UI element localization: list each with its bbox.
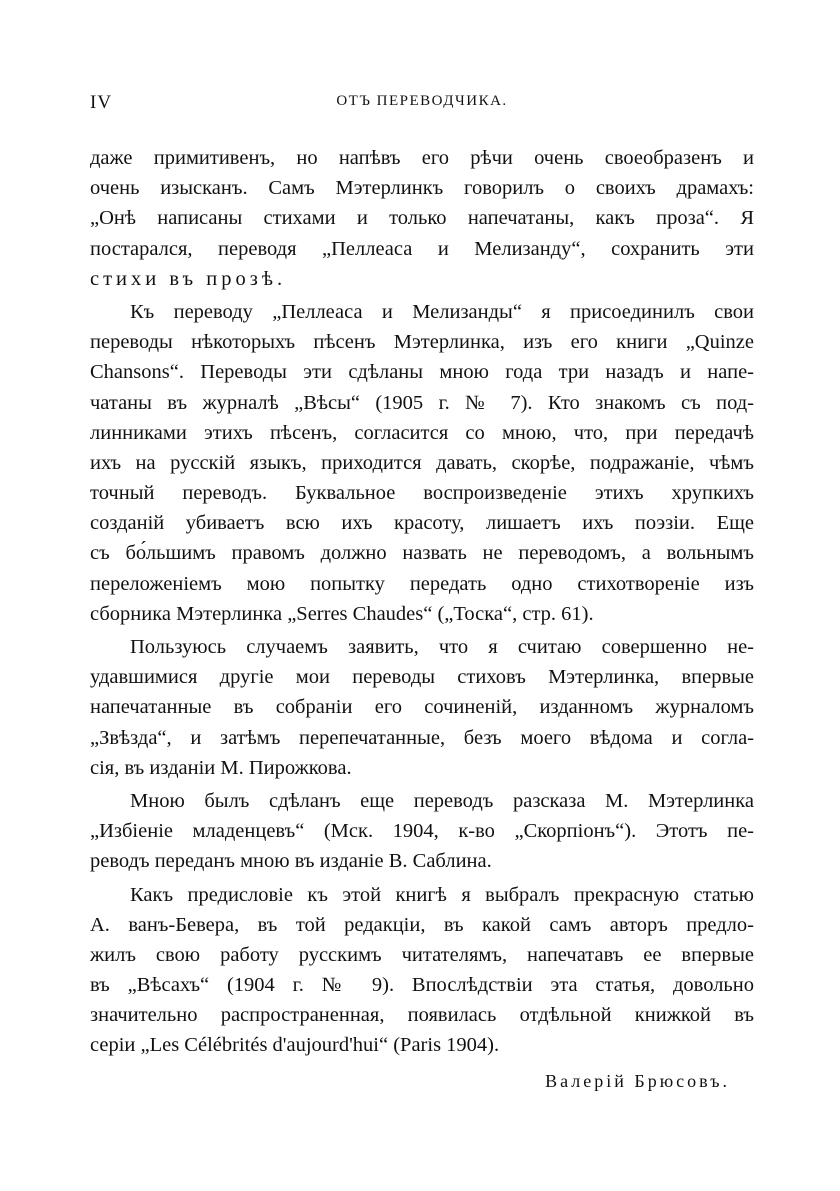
text-line: напечатанные въ собраніи его сочиненій, изданномъ журналомъ xyxy=(90,696,754,719)
text-line: сія, въ изданіи М. Пирожкова. xyxy=(90,756,352,779)
text-line: А. ванъ-Бевера, въ той редакціи, въ какой самъ авторъ предло- xyxy=(90,913,754,936)
page-number: IV xyxy=(90,92,113,113)
text-line: значительно распространенная, появилась отдѣльной книжкой въ xyxy=(90,1004,754,1027)
text-line: Пользуюсь случаемъ заявить, что я считаю совершенно не- xyxy=(130,636,754,658)
text-line: удавшимися другіе мои переводы стиховъ Мэтерлинка, впервые xyxy=(90,666,754,689)
text-line: Къ переводу „Пеллеаса и Мелизанды“ я присоединилъ свои xyxy=(130,300,754,323)
text-line: Chansons“. Переводы эти сдѣланы мною года три назадъ и напе- xyxy=(90,361,754,384)
text-line: ихъ на русскій языкъ, приходится давать, скорѣе, подражаніе, чѣмъ xyxy=(90,451,754,474)
text-line: реводъ переданъ мною въ изданіе В. Саблина. xyxy=(90,850,492,873)
author-signature: Валерій Брюсовъ. xyxy=(545,1071,730,1091)
running-title: ОТЪ ПЕРЕВОДЧИКА. xyxy=(336,93,508,109)
text-line: очень изысканъ. Самъ Мэтерлинкъ говорилъ о своихъ драмахъ: xyxy=(90,177,754,200)
text-line: въ „Вѣсахъ“ (1904 г. № 9). Впослѣдствіи эта статья, довольно xyxy=(90,974,754,997)
text-line: чатаны въ журналѣ „Вѣсы“ (1905 г. № 7). Кто знакомъ съ под- xyxy=(90,391,754,414)
text-line: линниками этихъ пѣсенъ, согласится со мною, что, при передачѣ xyxy=(90,421,754,444)
text-line: съ бо́льшимъ правомъ должно назвать не переводомъ, а вольнымъ xyxy=(90,542,754,565)
text-line: созданій убиваетъ всю ихъ красоту, лишаетъ ихъ поэзіи. Еще xyxy=(90,512,754,535)
page-header xyxy=(90,92,754,116)
text-line: точный переводъ. Буквальное воспроизведеніе этихъ хрупкихъ xyxy=(90,482,754,505)
paragraph-4 xyxy=(90,786,754,877)
text-line: „Звѣзда“, и затѣмъ перепечатанные, безъ моего вѣдома и согла- xyxy=(90,726,754,749)
text-line: даже примитивенъ, но напѣвъ его рѣчи очень своеобразенъ и xyxy=(90,147,754,169)
paragraph-2 xyxy=(90,297,754,629)
paragraph-1 xyxy=(90,143,754,294)
text-line: стихи въ прозѣ. xyxy=(90,267,287,290)
text-line: „Онѣ написаны стихами и только напечатаны, какъ проза“. Я xyxy=(90,207,754,230)
text-line: „Избіеніе младенцевъ“ (Мск. 1904, к-во „Скорпіонъ“). Этотъ пе- xyxy=(90,820,754,843)
text-line: переложеніемъ мою попытку передать одно стихотвореніе изъ xyxy=(90,572,754,595)
paragraph-3 xyxy=(90,632,754,783)
text-line: переводы нѣкоторыхъ пѣсенъ Мэтерлинка, изъ его книги „Quinze xyxy=(90,331,754,354)
text-line: серіи „Les Célébrités d'aujourd'hui“ (Paris 1904). xyxy=(90,1034,500,1057)
text-line: Мною былъ сдѣланъ еще переводъ разсказа М. Мэтерлинка xyxy=(130,789,754,812)
text-line: жилъ свою работу русскимъ читателямъ, напечатавъ ее впервые xyxy=(90,943,754,966)
text-line: постарался, переводя „Пеллеаса и Мелизанду“, сохранить эти xyxy=(90,237,754,260)
text-line: сборника Мэтерлинка „Serres Chaudes“ („Тоска“, стр. 61). xyxy=(90,602,594,625)
body-text xyxy=(90,143,754,1061)
paragraph-5 xyxy=(90,880,754,1061)
text-line: Какъ предисловіе къ этой книгѣ я выбралъ прекрасную статью xyxy=(130,883,754,906)
